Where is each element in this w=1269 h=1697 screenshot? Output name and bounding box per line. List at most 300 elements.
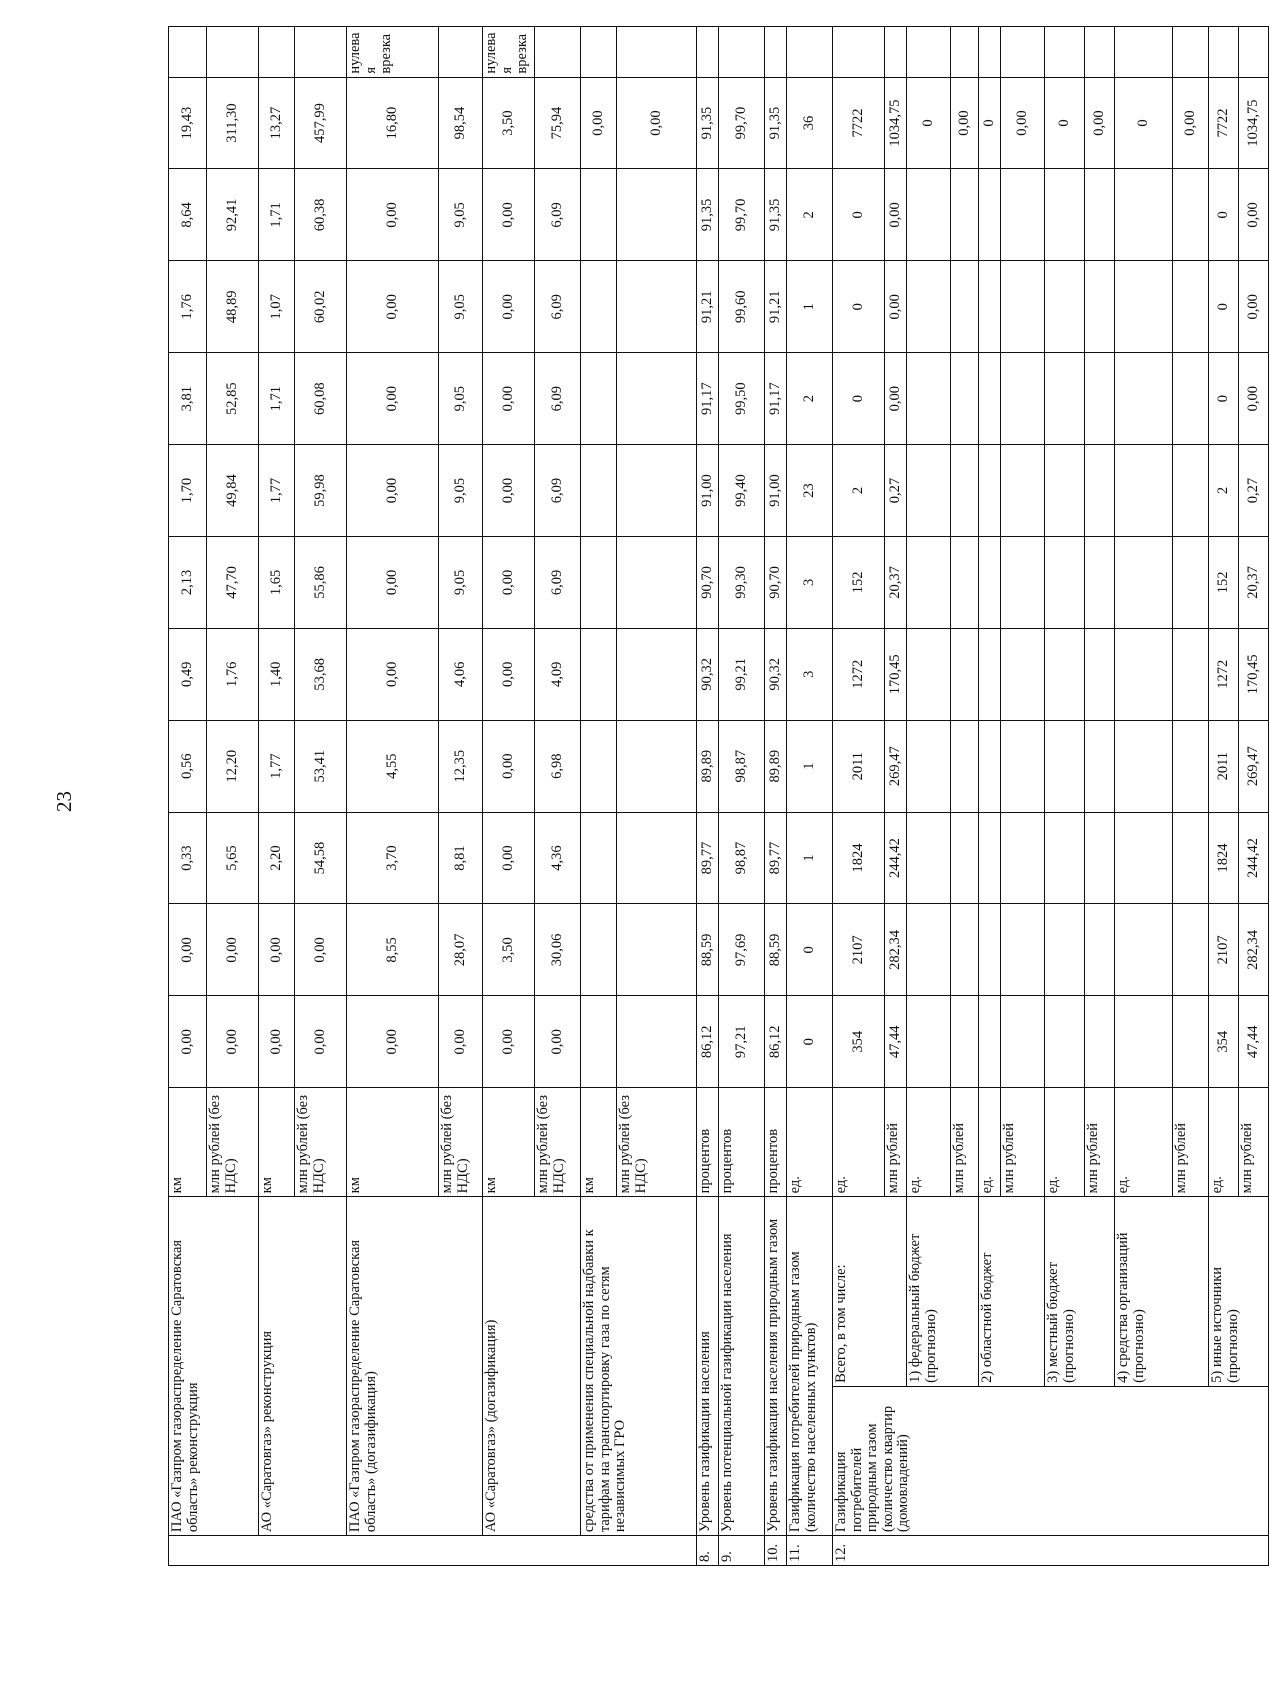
note-cell	[1115, 27, 1173, 78]
value-cell	[1173, 261, 1209, 353]
value-cell: 89,89	[697, 720, 719, 812]
note-cell	[697, 27, 719, 78]
unit-cell: ед.	[1045, 1088, 1085, 1197]
value-cell	[1045, 169, 1085, 261]
row-sublabel: Всего, в том числе:	[833, 1197, 907, 1387]
value-cell	[951, 812, 979, 904]
value-cell	[581, 445, 617, 537]
value-cell: 86,12	[697, 996, 719, 1088]
note-cell	[1209, 27, 1239, 78]
value-cell: 0,27	[885, 445, 907, 537]
value-cell: 0,00	[1173, 77, 1209, 169]
value-cell: 89,77	[697, 812, 719, 904]
value-cell: 99,70	[719, 77, 765, 169]
value-cell: 0	[907, 77, 951, 169]
row-sublabel: 4) средства организаций (прогнозно)	[1115, 1197, 1209, 1387]
value-cell	[581, 353, 617, 445]
value-cell	[951, 445, 979, 537]
value-cell	[1045, 536, 1085, 628]
note-cell	[833, 27, 885, 78]
value-cell: 1,71	[259, 169, 295, 261]
value-cell: 0,00	[483, 720, 535, 812]
value-cell: 2	[787, 169, 833, 261]
value-cell: 4,55	[347, 720, 439, 812]
value-cell	[1001, 261, 1045, 353]
value-cell: 0,00	[347, 261, 439, 353]
row-number: 10.	[765, 1536, 787, 1566]
value-cell: 0	[787, 996, 833, 1088]
value-cell: 3	[787, 628, 833, 720]
row-label: ПАО «Газпром газораспределение Саратовская область» (догазификация)	[347, 1197, 483, 1536]
table-row	[719, 27, 765, 1566]
value-cell	[1115, 445, 1173, 537]
value-cell	[1001, 169, 1045, 261]
value-cell: 244,42	[1239, 812, 1269, 904]
value-cell: 9,05	[439, 261, 483, 353]
value-cell: 6,09	[535, 445, 581, 537]
data-table	[168, 26, 1269, 1566]
row-sublabel: 3) местный бюджет (прогнозно)	[1045, 1197, 1115, 1387]
value-cell: 19,43	[169, 77, 207, 169]
value-cell	[1085, 628, 1115, 720]
value-cell: 0,00	[207, 904, 259, 996]
value-cell	[951, 904, 979, 996]
table-row	[1115, 27, 1173, 1566]
value-cell: 244,42	[885, 812, 907, 904]
value-cell: 3,50	[483, 904, 535, 996]
unit-cell: км	[259, 1088, 295, 1197]
value-cell: 49,84	[207, 445, 259, 537]
value-cell: 0	[1209, 169, 1239, 261]
value-cell	[617, 628, 697, 720]
value-cell	[979, 628, 1001, 720]
note-cell	[295, 27, 347, 78]
unit-cell: ед.	[1209, 1088, 1239, 1197]
value-cell: 0	[833, 261, 885, 353]
table-row	[1209, 27, 1239, 1566]
value-cell: 2107	[1209, 904, 1239, 996]
value-cell: 53,68	[295, 628, 347, 720]
unit-cell: км	[347, 1088, 439, 1197]
value-cell: 0,00	[885, 261, 907, 353]
table-row	[347, 27, 439, 1566]
value-cell	[581, 536, 617, 628]
row-label: АО «Саратовгаз» (догазификация)	[483, 1197, 581, 1536]
value-cell: 0	[1209, 261, 1239, 353]
value-cell	[1045, 904, 1085, 996]
value-cell: 90,70	[765, 536, 787, 628]
value-cell: 89,89	[765, 720, 787, 812]
value-cell: 1	[787, 261, 833, 353]
value-cell	[907, 720, 951, 812]
value-cell: 0,00	[483, 812, 535, 904]
unit-cell: км	[483, 1088, 535, 1197]
unit-cell: процентов	[697, 1088, 719, 1197]
value-cell: 97,21	[719, 996, 765, 1088]
value-cell: 99,60	[719, 261, 765, 353]
unit-cell: процентов	[765, 1088, 787, 1197]
value-cell: 1	[787, 812, 833, 904]
value-cell: 0	[1045, 77, 1085, 169]
row-label: Уровень газификации населения	[697, 1197, 719, 1536]
note-cell	[907, 27, 951, 78]
value-cell	[907, 169, 951, 261]
value-cell	[907, 261, 951, 353]
value-cell: 6,09	[535, 536, 581, 628]
value-cell: 152	[833, 536, 885, 628]
value-cell: 3,50	[483, 77, 535, 169]
table-row	[907, 27, 951, 1566]
value-cell	[1085, 261, 1115, 353]
value-cell: 0,00	[169, 904, 207, 996]
value-cell: 20,37	[1239, 536, 1269, 628]
unit-cell: млн рублей	[1001, 1088, 1045, 1197]
value-cell	[581, 996, 617, 1088]
value-cell	[1085, 536, 1115, 628]
value-cell: 91,00	[697, 445, 719, 537]
value-cell: 90,70	[697, 536, 719, 628]
value-cell	[979, 996, 1001, 1088]
value-cell	[979, 536, 1001, 628]
value-cell: 0,00	[347, 169, 439, 261]
value-cell: 9,05	[439, 445, 483, 537]
value-cell	[1001, 904, 1045, 996]
note-cell	[259, 27, 295, 78]
value-cell: 8,64	[169, 169, 207, 261]
value-cell: 4,09	[535, 628, 581, 720]
value-cell	[1173, 628, 1209, 720]
value-cell: 0,00	[1239, 169, 1269, 261]
value-cell: 88,59	[697, 904, 719, 996]
value-cell: 6,09	[535, 261, 581, 353]
note-cell	[1239, 27, 1269, 78]
value-cell: 1	[787, 720, 833, 812]
value-cell: 28,07	[439, 904, 483, 996]
value-cell	[951, 261, 979, 353]
value-cell: 269,47	[1239, 720, 1269, 812]
value-cell: 0,49	[169, 628, 207, 720]
value-cell: 0,00	[483, 261, 535, 353]
row-sublabel: 2) областной бюджет	[979, 1197, 1045, 1387]
note-cell: нулевая врезка	[483, 27, 535, 78]
value-cell	[951, 720, 979, 812]
note-cell	[617, 27, 697, 78]
table-row	[979, 27, 1001, 1566]
value-cell	[1045, 812, 1085, 904]
value-cell	[1115, 904, 1173, 996]
value-cell	[951, 169, 979, 261]
unit-cell: ед.	[907, 1088, 951, 1197]
note-cell	[439, 27, 483, 78]
value-cell: 170,45	[885, 628, 907, 720]
value-cell: 1,07	[259, 261, 295, 353]
table-row	[765, 27, 787, 1566]
value-cell: 1824	[1209, 812, 1239, 904]
value-cell: 0,00	[347, 628, 439, 720]
value-cell: 1034,75	[885, 77, 907, 169]
value-cell: 23	[787, 445, 833, 537]
value-cell: 0,00	[347, 353, 439, 445]
value-cell: 91,35	[765, 169, 787, 261]
value-cell	[581, 628, 617, 720]
value-cell: 0,00	[295, 996, 347, 1088]
value-cell: 1272	[1209, 628, 1239, 720]
value-cell	[1115, 996, 1173, 1088]
value-cell	[979, 720, 1001, 812]
value-cell: 1,76	[207, 628, 259, 720]
value-cell	[1085, 812, 1115, 904]
unit-cell: ед.	[833, 1088, 885, 1197]
value-cell: 0,00	[1239, 353, 1269, 445]
note-cell	[1045, 27, 1085, 78]
value-cell: 91,35	[697, 77, 719, 169]
rotated-table-wrapper	[168, 26, 1261, 1566]
value-cell	[907, 353, 951, 445]
value-cell: 3	[787, 536, 833, 628]
value-cell: 59,98	[295, 445, 347, 537]
value-cell: 90,32	[765, 628, 787, 720]
value-cell: 0,00	[347, 536, 439, 628]
value-cell	[1085, 353, 1115, 445]
value-cell: 2107	[833, 904, 885, 996]
value-cell: 30,06	[535, 904, 581, 996]
unit-cell: ед.	[979, 1088, 1001, 1197]
note-cell: нулевая врезка	[347, 27, 439, 78]
value-cell: 55,86	[295, 536, 347, 628]
value-cell: 1034,75	[1239, 77, 1269, 169]
value-cell	[979, 169, 1001, 261]
value-cell	[581, 720, 617, 812]
unit-cell: млн рублей (без НДС)	[295, 1088, 347, 1197]
value-cell	[1085, 720, 1115, 812]
value-cell	[617, 261, 697, 353]
value-cell: 0,00	[259, 904, 295, 996]
value-cell: 99,70	[719, 169, 765, 261]
value-cell	[907, 996, 951, 1088]
value-cell: 1,77	[259, 720, 295, 812]
value-cell: 90,32	[697, 628, 719, 720]
value-cell: 0,00	[951, 77, 979, 169]
value-cell	[907, 445, 951, 537]
row-label: Уровень газификации населения природным газом	[765, 1197, 787, 1536]
value-cell: 6,09	[535, 169, 581, 261]
value-cell	[617, 720, 697, 812]
row-sublabel: 5) иные источники (прогнозно)	[1209, 1197, 1269, 1387]
note-cell	[885, 27, 907, 78]
table-row	[787, 27, 833, 1566]
value-cell	[617, 812, 697, 904]
value-cell: 2	[833, 445, 885, 537]
value-cell	[1001, 353, 1045, 445]
value-cell: 0,00	[535, 996, 581, 1088]
value-cell: 0,00	[1085, 77, 1115, 169]
note-cell	[1173, 27, 1209, 78]
value-cell: 0,00	[207, 996, 259, 1088]
unit-cell: млн рублей	[885, 1088, 907, 1197]
note-cell	[765, 27, 787, 78]
unit-cell: млн рублей (без НДС)	[617, 1088, 697, 1197]
note-cell	[951, 27, 979, 78]
value-cell: 6,09	[535, 353, 581, 445]
value-cell: 1,70	[169, 445, 207, 537]
unit-cell: млн рублей (без НДС)	[439, 1088, 483, 1197]
value-cell	[1045, 628, 1085, 720]
value-cell: 99,40	[719, 445, 765, 537]
value-cell	[581, 261, 617, 353]
value-cell	[907, 812, 951, 904]
table-row	[581, 27, 617, 1566]
value-cell: 2011	[833, 720, 885, 812]
unit-cell: млн рублей	[1085, 1088, 1115, 1197]
value-cell	[907, 536, 951, 628]
value-cell	[1085, 445, 1115, 537]
value-cell	[1001, 445, 1045, 537]
value-cell	[617, 353, 697, 445]
value-cell: 5,65	[207, 812, 259, 904]
unit-cell: млн рублей	[1239, 1088, 1269, 1197]
value-cell: 91,17	[765, 353, 787, 445]
table-row	[259, 27, 295, 1566]
value-cell: 1272	[833, 628, 885, 720]
value-cell	[617, 996, 697, 1088]
unit-cell: млн рублей (без НДС)	[535, 1088, 581, 1197]
value-cell	[979, 812, 1001, 904]
value-cell: 354	[833, 996, 885, 1088]
value-cell: 0,00	[483, 628, 535, 720]
value-cell	[1001, 996, 1045, 1088]
value-cell: 1,40	[259, 628, 295, 720]
value-cell	[581, 169, 617, 261]
row-label: Уровень потенциальной газификации населения	[719, 1197, 765, 1536]
value-cell: 1,65	[259, 536, 295, 628]
value-cell	[979, 261, 1001, 353]
unit-cell: ед.	[1115, 1088, 1173, 1197]
value-cell	[1001, 628, 1045, 720]
value-cell: 0,00	[347, 996, 439, 1088]
value-cell	[979, 353, 1001, 445]
value-cell: 0	[1209, 353, 1239, 445]
row-number: 12.	[833, 1536, 1269, 1566]
value-cell	[1173, 536, 1209, 628]
unit-cell: км	[169, 1088, 207, 1197]
value-cell: 282,34	[885, 904, 907, 996]
row-number: 11.	[787, 1536, 833, 1566]
value-cell: 86,12	[765, 996, 787, 1088]
value-cell: 0,00	[1001, 77, 1045, 169]
value-cell	[1085, 169, 1115, 261]
note-cell	[979, 27, 1001, 78]
unit-cell: млн рублей	[951, 1088, 979, 1197]
value-cell: 354	[1209, 996, 1239, 1088]
row-number-cell	[169, 1536, 697, 1566]
note-cell	[207, 27, 259, 78]
value-cell: 98,87	[719, 720, 765, 812]
value-cell: 9,05	[439, 169, 483, 261]
table-row	[169, 27, 207, 1566]
value-cell: 12,35	[439, 720, 483, 812]
value-cell: 0,00	[295, 904, 347, 996]
value-cell: 0,00	[617, 77, 697, 169]
value-cell	[951, 536, 979, 628]
row-number: 9.	[719, 1536, 765, 1566]
value-cell: 12,20	[207, 720, 259, 812]
value-cell: 0,00	[885, 353, 907, 445]
value-cell: 0	[787, 904, 833, 996]
value-cell: 0	[979, 77, 1001, 169]
value-cell: 99,21	[719, 628, 765, 720]
value-cell: 0,00	[483, 353, 535, 445]
value-cell: 60,08	[295, 353, 347, 445]
unit-cell: км	[581, 1088, 617, 1197]
value-cell: 0,00	[483, 536, 535, 628]
value-cell: 2	[1209, 445, 1239, 537]
row-label: средства от применения специальной надбавки к тарифам на транспортировку газа по сетям независимых ГРО	[581, 1197, 697, 1536]
value-cell: 91,35	[697, 169, 719, 261]
value-cell: 0,00	[483, 445, 535, 537]
value-cell	[1045, 445, 1085, 537]
table-row	[697, 27, 719, 1566]
value-cell	[1115, 812, 1173, 904]
value-cell: 6,98	[535, 720, 581, 812]
value-cell	[1173, 353, 1209, 445]
value-cell: 0,00	[1239, 261, 1269, 353]
unit-cell: процентов	[719, 1088, 765, 1197]
value-cell	[907, 628, 951, 720]
value-cell: 47,44	[1239, 996, 1269, 1088]
value-cell: 7722	[1209, 77, 1239, 169]
value-cell: 2,20	[259, 812, 295, 904]
value-cell: 3,70	[347, 812, 439, 904]
value-cell	[951, 628, 979, 720]
value-cell: 54,58	[295, 812, 347, 904]
value-cell: 75,94	[535, 77, 581, 169]
row-label: АО «Саратовгаз» реконструкция	[259, 1197, 347, 1536]
value-cell	[1173, 812, 1209, 904]
value-cell: 0,00	[885, 169, 907, 261]
unit-cell: ед.	[787, 1088, 833, 1197]
row-label: Газификация потребителей природным газом (количество квартир (домовладений)	[833, 1386, 1269, 1535]
value-cell: 99,50	[719, 353, 765, 445]
value-cell	[1001, 720, 1045, 812]
value-cell: 4,06	[439, 628, 483, 720]
row-label: Газификация потребителей природным газом (количество населенных пунктов)	[787, 1197, 833, 1536]
value-cell	[1001, 536, 1045, 628]
row-sublabel: 1) федеральный бюджет (прогнозно)	[907, 1197, 979, 1387]
value-cell: 53,41	[295, 720, 347, 812]
value-cell: 91,35	[765, 77, 787, 169]
value-cell: 91,00	[765, 445, 787, 537]
table-row	[1045, 27, 1085, 1566]
value-cell	[1045, 261, 1085, 353]
value-cell: 60,02	[295, 261, 347, 353]
value-cell: 0,33	[169, 812, 207, 904]
value-cell	[907, 904, 951, 996]
value-cell: 88,59	[765, 904, 787, 996]
value-cell: 91,21	[765, 261, 787, 353]
value-cell	[1045, 353, 1085, 445]
value-cell: 152	[1209, 536, 1239, 628]
value-cell: 282,34	[1239, 904, 1269, 996]
value-cell: 9,05	[439, 536, 483, 628]
note-cell	[719, 27, 765, 78]
value-cell: 311,30	[207, 77, 259, 169]
value-cell: 0,00	[347, 445, 439, 537]
value-cell: 0	[833, 353, 885, 445]
value-cell	[1001, 812, 1045, 904]
value-cell: 47,44	[885, 996, 907, 1088]
value-cell	[1115, 169, 1173, 261]
value-cell	[1115, 261, 1173, 353]
